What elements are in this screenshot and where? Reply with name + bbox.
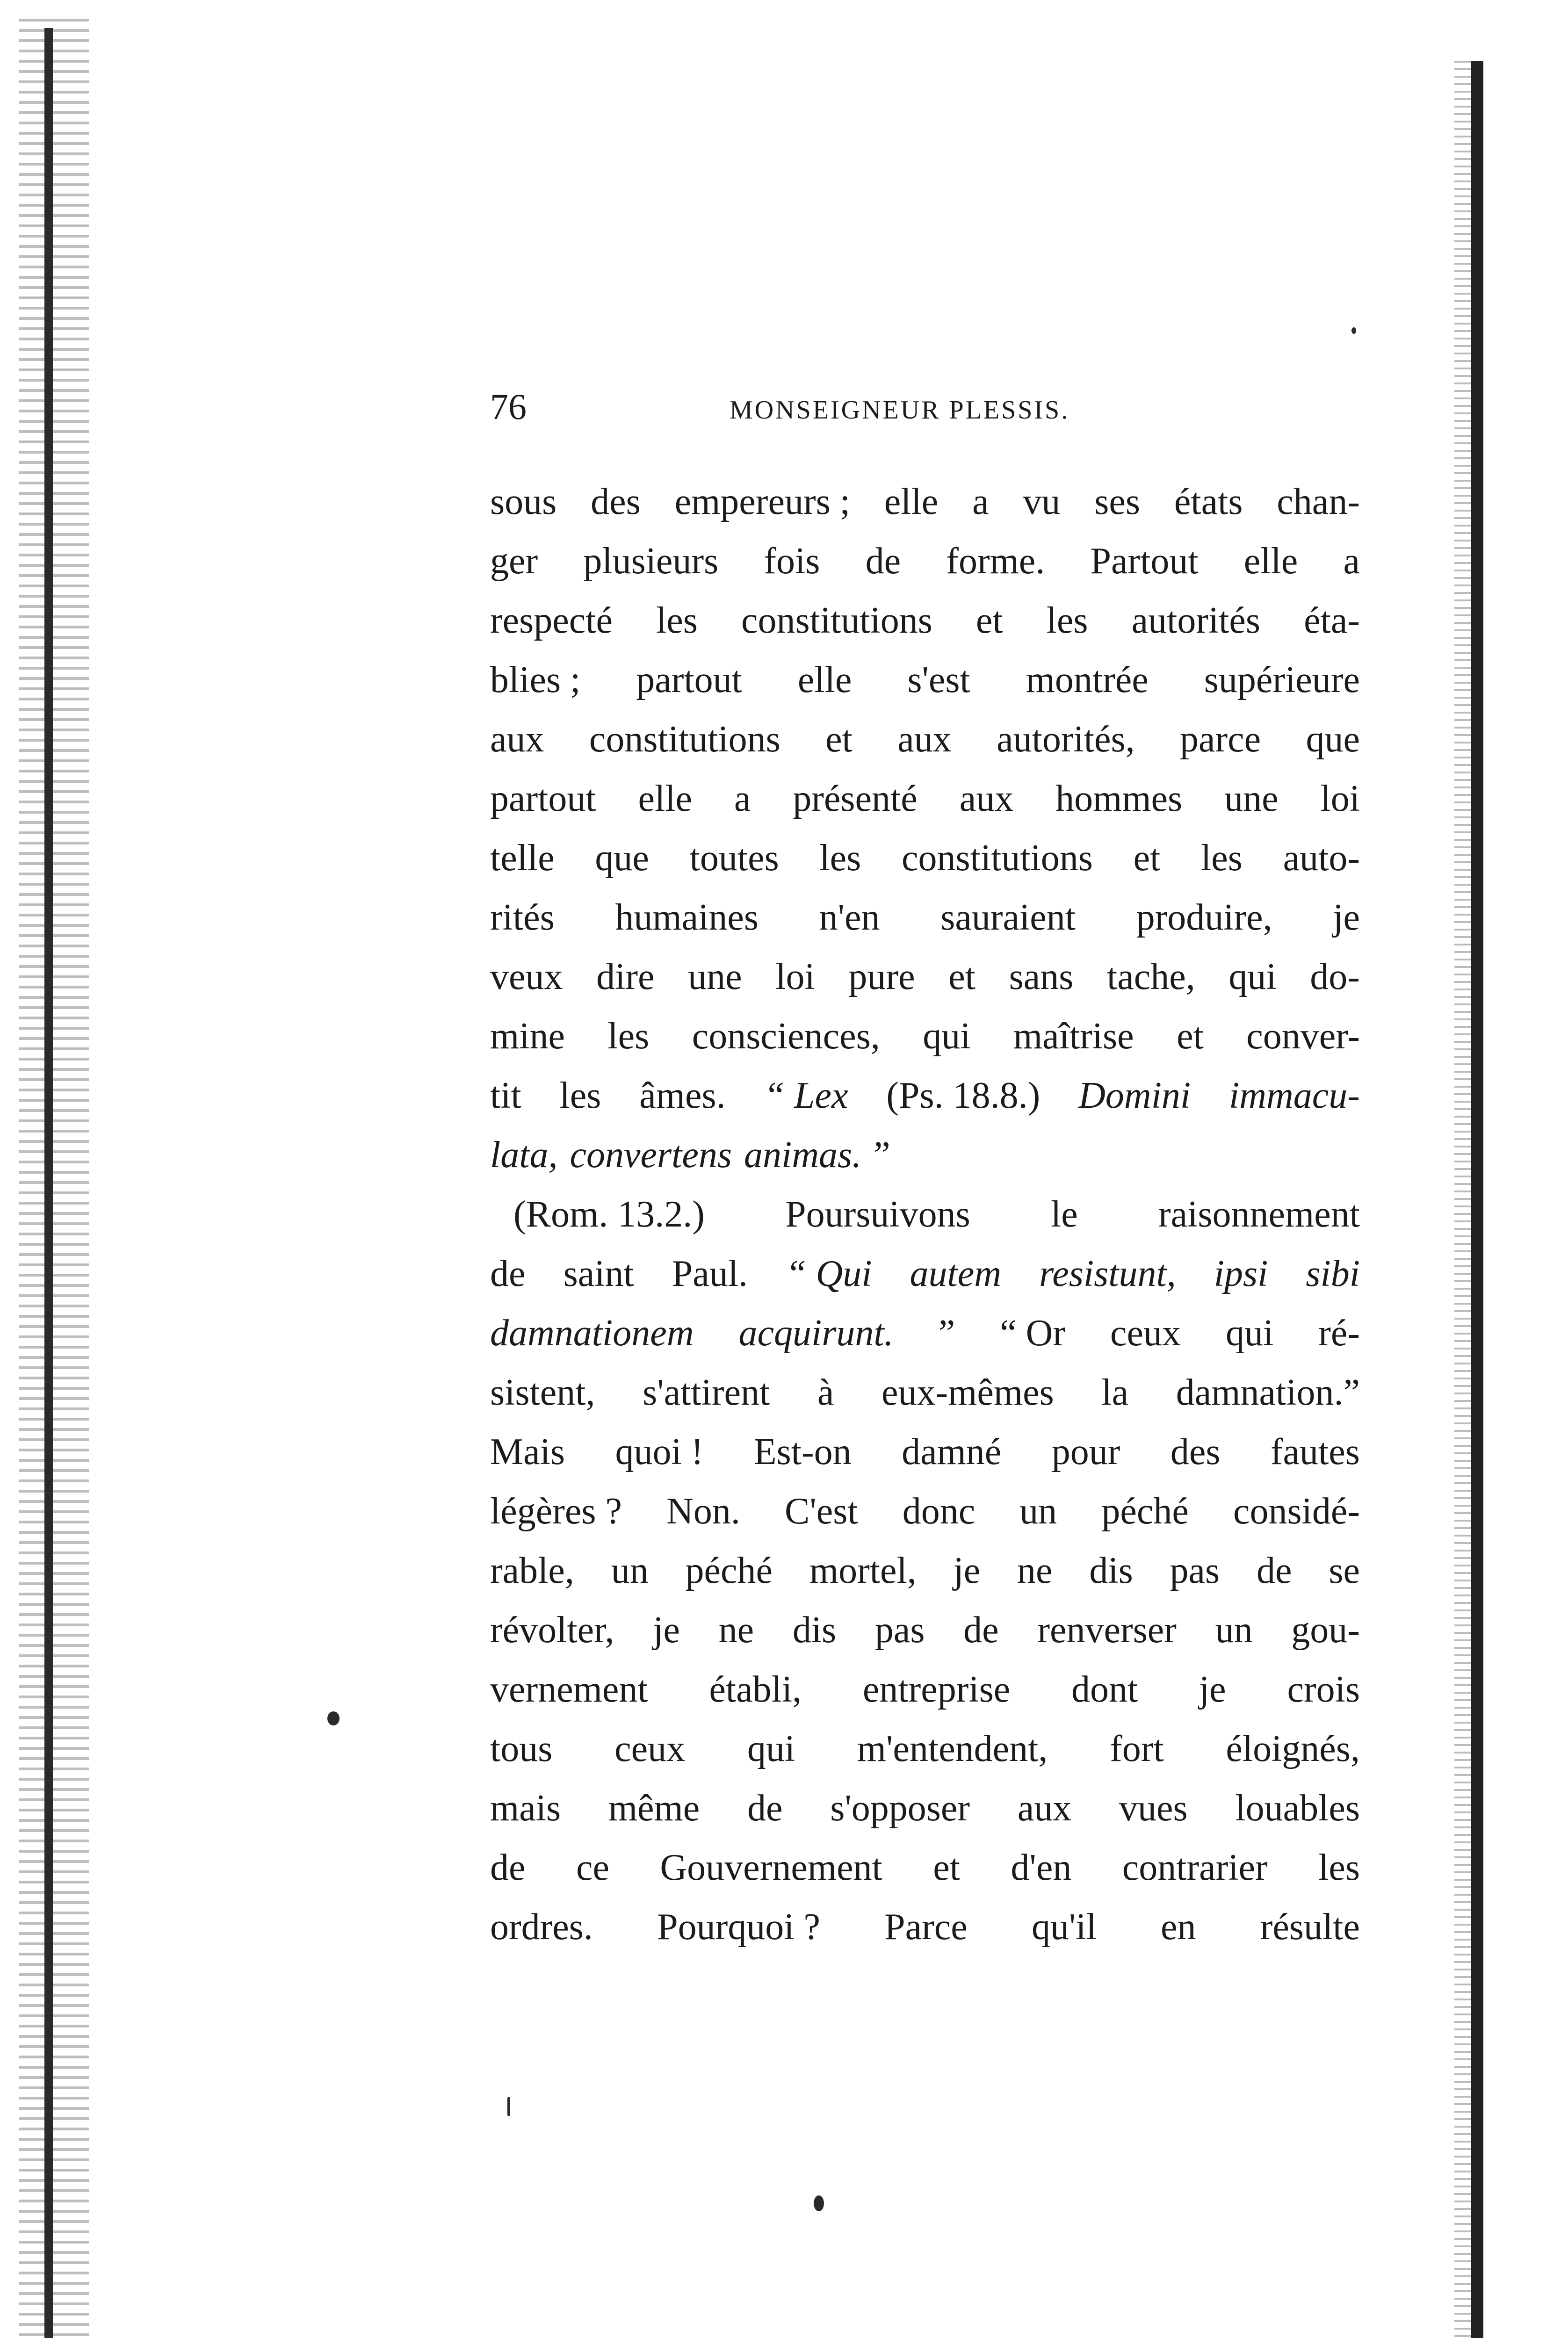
text-line [490, 532, 1360, 591]
word: états [1174, 481, 1243, 522]
word: présenté [793, 778, 918, 819]
word: à [817, 1372, 834, 1413]
word: do- [1310, 956, 1360, 997]
word: fort [1110, 1728, 1164, 1769]
word: ” [938, 1313, 955, 1354]
word: contrarier [1122, 1847, 1268, 1888]
text-line [490, 1719, 1360, 1779]
word: elle [797, 659, 852, 700]
word: une [1224, 778, 1279, 819]
word: d'en [1011, 1847, 1072, 1888]
word: de [490, 1847, 526, 1888]
text-line [490, 1898, 1360, 1957]
word: de [963, 1609, 999, 1651]
word: “ Lex [764, 1075, 848, 1116]
word: mortel, [809, 1550, 917, 1591]
word: partout [490, 778, 596, 819]
word: tous [490, 1728, 553, 1769]
word: quoi ! [615, 1431, 704, 1472]
word: un [1215, 1609, 1253, 1651]
scan-right-shade [1454, 61, 1471, 2338]
word: Poursuivons [785, 1194, 970, 1235]
body-text [490, 472, 1360, 1957]
word: mine [490, 1016, 565, 1057]
text-line [490, 1007, 1360, 1066]
word: sistent, [490, 1372, 595, 1413]
text-line [490, 1838, 1360, 1898]
word: qui [1225, 1313, 1274, 1354]
word: résulte [1260, 1906, 1360, 1948]
word: parce [1179, 719, 1261, 760]
word: même [608, 1788, 700, 1829]
text-line [490, 1541, 1360, 1601]
word: ré- [1318, 1313, 1360, 1354]
word: une [688, 956, 742, 997]
word: tache, [1107, 956, 1195, 997]
word: des [591, 481, 641, 522]
word: s'opposer [830, 1788, 970, 1829]
word: aux [1017, 1788, 1072, 1829]
word: en [1161, 1906, 1196, 1948]
text-line [490, 829, 1360, 888]
word: n'en [819, 897, 880, 938]
scan-right-edge [1471, 61, 1483, 2338]
word: a [1343, 541, 1360, 582]
word: que [595, 837, 649, 879]
word: de [490, 1253, 526, 1294]
word: éloignés, [1226, 1728, 1360, 1769]
word: tit [490, 1075, 521, 1116]
word: qui [1228, 956, 1277, 997]
word: conver- [1246, 1016, 1360, 1057]
word: ceux [614, 1728, 686, 1769]
text-line [490, 472, 1360, 532]
word: les [607, 1016, 650, 1057]
word: et [975, 600, 1003, 641]
word: crois [1287, 1669, 1360, 1710]
word: je [1333, 897, 1360, 938]
word: que [1306, 719, 1360, 760]
word: sans [1009, 956, 1074, 997]
text-line [490, 1185, 1360, 1244]
word: je [653, 1609, 680, 1651]
word: immacu- [1229, 1075, 1360, 1116]
word: un [1019, 1491, 1057, 1532]
word: et [1133, 837, 1161, 879]
word: loi [1320, 778, 1360, 819]
word: les [819, 837, 861, 879]
word: empereurs ; [674, 481, 850, 522]
word: et [1177, 1016, 1204, 1057]
word: légères ? [490, 1491, 622, 1532]
text-line [490, 1363, 1360, 1422]
word: “ Qui [785, 1253, 872, 1294]
word: saint [563, 1253, 634, 1294]
word: autem [910, 1253, 1002, 1294]
word: elle [884, 481, 939, 522]
word: constitutions [741, 600, 932, 641]
text-line [490, 1779, 1360, 1838]
word: de [865, 541, 901, 582]
word: (Ps. 18.8.) [886, 1075, 1041, 1116]
word: éta- [1304, 600, 1360, 641]
word: donc [902, 1491, 975, 1532]
text-line [490, 1304, 1360, 1363]
word: de [747, 1788, 783, 1829]
word: acquirunt. [738, 1313, 894, 1354]
word: pas [1170, 1550, 1220, 1591]
word: supérieure [1204, 659, 1360, 700]
word: sauraient [940, 897, 1076, 938]
word: un [611, 1550, 649, 1591]
word: m'entendent, [857, 1728, 1048, 1769]
word: produire, [1136, 897, 1272, 938]
text-line [490, 1126, 1360, 1185]
word: eux-mêmes [882, 1372, 1054, 1413]
word: je [953, 1550, 981, 1591]
word: a [972, 481, 989, 522]
word: les [1046, 600, 1088, 641]
word: qui [747, 1728, 795, 1769]
word: vu [1023, 481, 1061, 522]
scan-speck [814, 2195, 824, 2211]
word: la [1101, 1372, 1129, 1413]
word: plusieurs [583, 541, 719, 582]
word: elle [638, 778, 692, 819]
word: partout [636, 659, 742, 700]
word: Est-on [753, 1431, 852, 1472]
word: ger [490, 541, 538, 582]
word: dire [596, 956, 655, 997]
text-line [490, 1422, 1360, 1482]
word: Gouvernement [660, 1847, 882, 1888]
word: entreprise [862, 1669, 1011, 1710]
scan-speck [327, 1711, 340, 1725]
running-head [490, 383, 1369, 430]
word: âmes. [639, 1075, 726, 1116]
word: maîtrise [1013, 1016, 1134, 1057]
word: rable, [490, 1550, 574, 1591]
word: convertens [570, 1134, 732, 1176]
word: chan- [1277, 481, 1360, 522]
word: dont [1071, 1669, 1138, 1710]
word: sous [490, 481, 557, 522]
word: fois [764, 541, 820, 582]
text-line [490, 1660, 1360, 1719]
scan-left-binding [44, 28, 53, 2338]
word: aux [959, 778, 1014, 819]
word: a [734, 778, 751, 819]
word: toutes [689, 837, 779, 879]
word: Domini [1078, 1075, 1191, 1116]
word: pure [848, 956, 915, 997]
word: veux [490, 956, 563, 997]
word: Parce [884, 1906, 968, 1948]
word: elle [1243, 541, 1298, 582]
text-line [490, 1244, 1360, 1304]
word: ses [1094, 481, 1141, 522]
text-line [490, 591, 1360, 650]
word: ce [576, 1847, 609, 1888]
word: le [1051, 1194, 1078, 1235]
word: “ Or [1000, 1313, 1065, 1354]
scan-left-edge [19, 19, 89, 2338]
word: les [559, 1075, 601, 1116]
word: damnation.” [1176, 1372, 1360, 1413]
word: hommes [1055, 778, 1183, 819]
word: damnationem [490, 1313, 694, 1354]
text-line [490, 710, 1360, 769]
word: mais [490, 1788, 561, 1829]
word: s'attirent [643, 1372, 770, 1413]
running-title: MONSEIGNEUR PLESSIS. [730, 396, 1070, 425]
word: se [1329, 1550, 1360, 1591]
word: dis [792, 1609, 837, 1651]
word: respecté [490, 600, 613, 641]
word: les [656, 600, 698, 641]
word: renverser [1037, 1609, 1177, 1651]
word: s'est [907, 659, 970, 700]
page-number: 76 [490, 386, 527, 427]
text-line [490, 1601, 1360, 1660]
word: resistunt, [1039, 1253, 1176, 1294]
word: pas [874, 1609, 925, 1651]
word: aux [490, 719, 544, 760]
word: telle [490, 837, 555, 879]
word: ceux [1110, 1313, 1181, 1354]
text-line [490, 1482, 1360, 1541]
word: ipsi [1214, 1253, 1268, 1294]
word: C'est [784, 1491, 858, 1532]
word: louables [1235, 1788, 1360, 1829]
word: pour [1051, 1431, 1120, 1472]
word: animas. [744, 1134, 862, 1176]
word: blies ; [490, 659, 581, 700]
word: Paul. [672, 1253, 748, 1294]
word: ne [1017, 1550, 1053, 1591]
word: des [1170, 1431, 1221, 1472]
text-line [490, 1066, 1360, 1126]
word: sibi [1306, 1253, 1360, 1294]
word: forme. [946, 541, 1045, 582]
word: ” [874, 1134, 890, 1176]
word: humaines [615, 897, 759, 938]
word: aux [897, 719, 952, 760]
word: raisonnement [1158, 1194, 1360, 1235]
word: établi, [709, 1669, 802, 1710]
word: et [933, 1847, 960, 1888]
word: lata, [490, 1134, 558, 1176]
scan-speck [1351, 327, 1356, 334]
word: et [825, 719, 853, 760]
word: qu'il [1031, 1906, 1097, 1948]
word: de [1257, 1550, 1292, 1591]
word: rités [490, 897, 555, 938]
text-line [490, 769, 1360, 829]
text-line [490, 888, 1360, 947]
word: autorités, [997, 719, 1135, 760]
scan-speck [507, 2097, 510, 2116]
word: péché [685, 1550, 773, 1591]
word: constitutions [902, 837, 1093, 879]
word: loi [775, 956, 815, 997]
word: damné [902, 1431, 1002, 1472]
word: les [1201, 837, 1243, 879]
word: ordres. [490, 1906, 593, 1948]
word: vernement [490, 1669, 648, 1710]
word: constitutions [589, 719, 780, 760]
word: les [1318, 1847, 1360, 1888]
word: péché [1101, 1491, 1189, 1532]
word: je [1199, 1669, 1226, 1710]
word: fautes [1270, 1431, 1360, 1472]
text-line [490, 650, 1360, 710]
word: gou- [1291, 1609, 1360, 1651]
word: auto- [1283, 837, 1360, 879]
word: révolter, [490, 1609, 614, 1651]
word: Non. [666, 1491, 740, 1532]
word: ne [718, 1609, 754, 1651]
word: (Rom. 13.2.) [513, 1194, 705, 1235]
word: Partout [1090, 541, 1199, 582]
word: autorités [1131, 600, 1261, 641]
word: vues [1119, 1788, 1188, 1829]
word: et [948, 956, 975, 997]
word: qui [923, 1016, 971, 1057]
word: Pourquoi ? [657, 1906, 820, 1948]
word: Mais [490, 1431, 565, 1472]
word: montrée [1026, 659, 1149, 700]
word: considé- [1233, 1491, 1360, 1532]
word: consciences, [692, 1016, 880, 1057]
word: dis [1089, 1550, 1133, 1591]
text-line [490, 947, 1360, 1007]
